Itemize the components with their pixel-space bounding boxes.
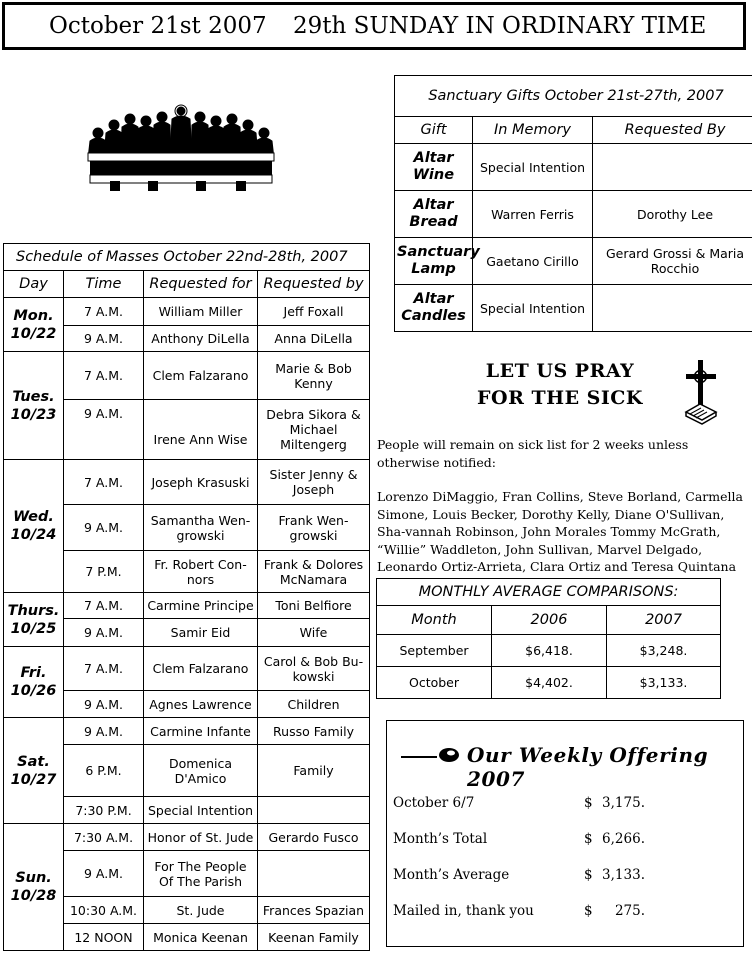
- mass-requested-by: Marie & Bob Kenny: [258, 352, 370, 400]
- bulletin-header: [2, 2, 746, 50]
- mass-requested-by: Toni Belfiore: [258, 593, 370, 619]
- sick-list-names: Lorenzo DiMaggio, Fran Collins, Steve Borland, Carmella Simone, Louis Becker, Dorothy Kelly, Diane O'Sullivan, Sha-vannah Robinson, John Morales Tommy McGrath, “Willie” Waddleton, John Sullivan, Marvel Delgado, Leonardo Ortiz-Arrieta, Clara Ortiz and Teresa Quintana: [377, 489, 743, 574]
- offering-spoon-icon: [399, 743, 461, 767]
- table-row: [395, 238, 752, 285]
- offering-amount: 275.: [614, 903, 645, 919]
- bulletin-title: 29th SUNDAY IN ORDINARY TIME: [293, 13, 707, 39]
- mass-time: 9 A.M.: [64, 326, 144, 352]
- currency-symbol: $: [584, 867, 593, 883]
- mass-time: 7 A.M.: [64, 647, 144, 691]
- mass-requested-by: Frank Wen-growski: [258, 505, 370, 551]
- offering-title: Our Weekly Offering 2007: [467, 743, 709, 791]
- table-row: [4, 460, 370, 505]
- gift-memory: Gaetano Cirillo: [473, 238, 593, 285]
- monthly-month: September: [377, 635, 492, 667]
- gifts-col-requested: Requested By: [593, 117, 752, 144]
- mass-requested-for: St. Jude: [144, 897, 258, 924]
- gifts-col-memory: In Memory: [473, 117, 593, 144]
- mass-time: 7 A.M.: [64, 352, 144, 400]
- gift-memory: Special Intention: [473, 144, 593, 191]
- mass-time: 9 A.M.: [64, 851, 144, 897]
- gifts-title: Sanctuary Gifts October 21st-27th, 2007: [395, 76, 752, 117]
- mass-requested-for: Samantha Wen-growski: [144, 505, 258, 551]
- offering-label: Mailed in, thank you: [393, 903, 534, 919]
- mass-requested-by: Anna DiLella: [258, 326, 370, 352]
- mass-requested-by: Jeff Foxall: [258, 298, 370, 326]
- mass-day: Thurs. 10/25: [4, 593, 64, 647]
- mass-time: 7:30 P.M.: [64, 797, 144, 824]
- gift-requested-by: [593, 144, 752, 191]
- sanctuary-gifts-table: [394, 75, 752, 332]
- mass-requested-for: Samir Eid: [144, 619, 258, 647]
- table-row: [4, 647, 370, 691]
- table-row: [395, 144, 752, 191]
- mass-requested-for: Clem Falzarano: [144, 352, 258, 400]
- monthly-2007: $3,133.: [607, 667, 721, 699]
- mass-requested-by: [258, 851, 370, 897]
- mass-requested-by: Keenan Family: [258, 924, 370, 951]
- table-row: [377, 667, 721, 699]
- gift-name: Altar Bread: [395, 191, 473, 238]
- mass-time: 7 A.M.: [64, 298, 144, 326]
- mass-requested-for: Domenica D'Amico: [144, 745, 258, 797]
- mass-requested-by: Gerardo Fusco: [258, 824, 370, 851]
- monthly-2006: $6,418.: [492, 635, 607, 667]
- gift-memory: Warren Ferris: [473, 191, 593, 238]
- gift-name: Altar Wine: [395, 144, 473, 191]
- mass-day: Mon. 10/22: [4, 298, 64, 352]
- currency-symbol: $: [584, 795, 593, 811]
- mass-requested-for: Carmine Infante: [144, 718, 258, 745]
- mass-requested-by: Russo Family: [258, 718, 370, 745]
- mass-requested-for: Special Intention: [144, 797, 258, 824]
- mass-requested-by: Family: [258, 745, 370, 797]
- monthly-2006: $4,402.: [492, 667, 607, 699]
- monthly-month: October: [377, 667, 492, 699]
- offering-amount: 3,133.: [602, 867, 645, 883]
- mass-day: Sat. 10/27: [4, 718, 64, 824]
- mass-requested-by: Carol & Bob Bu-kowski: [258, 647, 370, 691]
- mass-requested-for: Fr. Robert Con-nors: [144, 551, 258, 593]
- mass-requested-for: Irene Ann Wise: [144, 400, 258, 460]
- table-row: [4, 298, 370, 326]
- bulletin-date: October 21st 2007: [49, 13, 267, 39]
- mass-requested-by: Frances Spazian: [258, 897, 370, 924]
- table-row: [4, 593, 370, 619]
- mass-day: Tues. 10/23: [4, 352, 64, 460]
- currency-symbol: $: [584, 831, 593, 847]
- mass-requested-for: For The People Of The Parish: [144, 851, 258, 897]
- mass-requested-by: Frank & Dolores McNamara: [258, 551, 370, 593]
- gift-memory: Special Intention: [473, 285, 593, 332]
- mass-requested-for: Agnes Lawrence: [144, 691, 258, 718]
- monthly-2007: $3,248.: [607, 635, 721, 667]
- monthly-comparison-table: [376, 578, 721, 699]
- mass-time: 9 A.M.: [64, 718, 144, 745]
- mass-time: 9 A.M.: [64, 619, 144, 647]
- mass-requested-by: Wife: [258, 619, 370, 647]
- sick-list-title: LET US PRAY FOR THE SICK: [477, 360, 643, 409]
- mass-schedule-table: [3, 243, 370, 951]
- mass-requested-for: Monica Keenan: [144, 924, 258, 951]
- mass-time: 9 A.M.: [64, 505, 144, 551]
- mass-requested-by: Children: [258, 691, 370, 718]
- table-row: [4, 352, 370, 400]
- mass-day: Sun. 10/28: [4, 824, 64, 951]
- offering-amount: 3,175.: [602, 795, 645, 811]
- mass-time: 7:30 A.M.: [64, 824, 144, 851]
- mass-time: 10:30 A.M.: [64, 897, 144, 924]
- table-row: [395, 285, 752, 332]
- gift-requested-by: [593, 285, 752, 332]
- masses-title: Schedule of Masses October 22nd-28th, 2007: [4, 244, 370, 271]
- table-row: [4, 718, 370, 745]
- table-row: [377, 635, 721, 667]
- gift-name: Sanctuary Lamp: [395, 238, 473, 285]
- table-row: [4, 824, 370, 851]
- monthly-col-month: Month: [377, 606, 492, 635]
- offering-label: October 6/7: [393, 795, 475, 811]
- monthly-col-2006: 2006: [492, 606, 607, 635]
- mass-time: 6 P.M.: [64, 745, 144, 797]
- mass-time: 9 A.M.: [64, 691, 144, 718]
- mass-time: 7 A.M.: [64, 460, 144, 505]
- cross-and-bible-icon: [682, 358, 720, 428]
- mass-time: 7 A.M.: [64, 593, 144, 619]
- masses-col-time: Time: [64, 271, 144, 298]
- last-supper-illustration: [86, 97, 276, 193]
- mass-requested-for: Carmine Principe: [144, 593, 258, 619]
- weekly-offering-box: [386, 720, 744, 947]
- gift-requested-by: Dorothy Lee: [593, 191, 752, 238]
- mass-time: 7 P.M.: [64, 551, 144, 593]
- masses-col-for: Requested for: [144, 271, 258, 298]
- mass-requested-for: Honor of St. Jude: [144, 824, 258, 851]
- mass-requested-by: [258, 797, 370, 824]
- mass-requested-for: William Miller: [144, 298, 258, 326]
- offering-label: Month’s Total: [393, 831, 488, 847]
- offering-label: Month’s Average: [393, 867, 510, 883]
- mass-requested-for: Anthony DiLella: [144, 326, 258, 352]
- mass-day: Fri. 10/26: [4, 647, 64, 718]
- mass-requested-by: Sister Jenny & Joseph: [258, 460, 370, 505]
- currency-symbol: $: [584, 903, 593, 919]
- mass-requested-by: Debra Sikora & Michael Miltengerg: [258, 400, 370, 460]
- gift-name: Altar Candles: [395, 285, 473, 332]
- sick-list-intro: People will remain on sick list for 2 weeks unless otherwise notified:: [377, 437, 689, 470]
- mass-time: 9 A.M.: [64, 400, 144, 460]
- mass-requested-for: Joseph Krasuski: [144, 460, 258, 505]
- gifts-col-gift: Gift: [395, 117, 473, 144]
- mass-requested-for: Clem Falzarano: [144, 647, 258, 691]
- table-row: [395, 191, 752, 238]
- mass-time: 12 NOON: [64, 924, 144, 951]
- masses-col-by: Requested by: [258, 271, 370, 298]
- monthly-col-2007: 2007: [607, 606, 721, 635]
- masses-col-day: Day: [4, 271, 64, 298]
- offering-amount: 6,266.: [602, 831, 645, 847]
- mass-day: Wed. 10/24: [4, 460, 64, 593]
- gift-requested-by: Gerard Grossi & Maria Rocchio: [593, 238, 752, 285]
- monthly-title: MONTHLY AVERAGE COMPARISONS:: [377, 579, 721, 606]
